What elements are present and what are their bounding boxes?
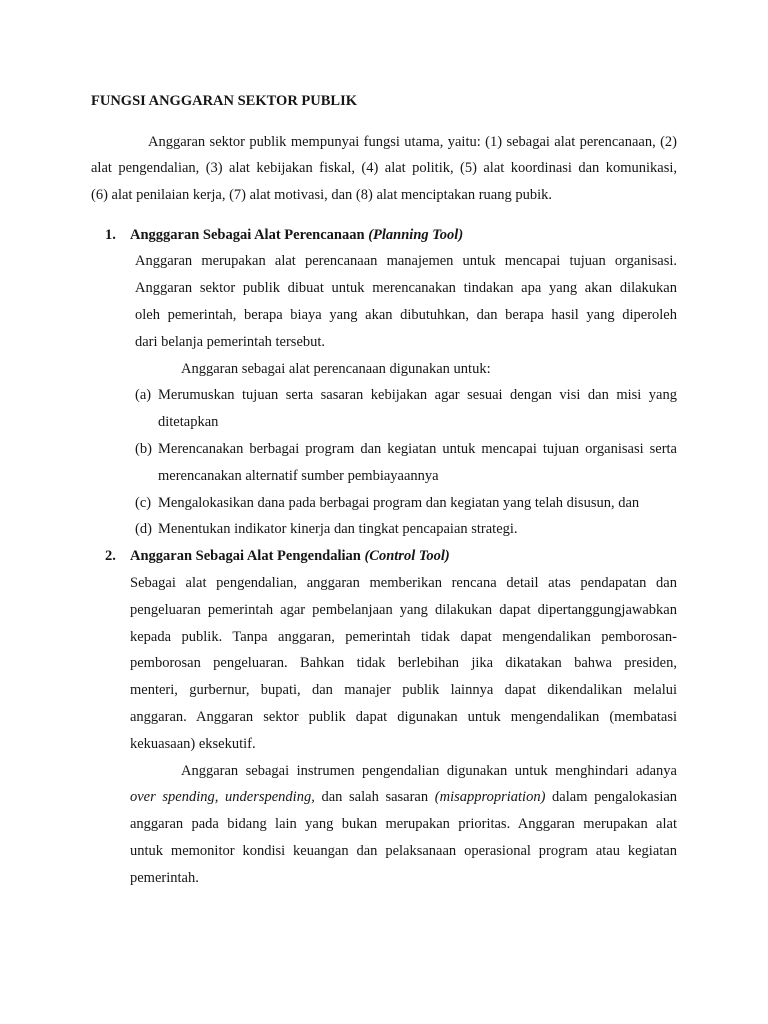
list-item-label: (a) — [135, 387, 152, 404]
body-line: oleh pemerintah, berapa biaya yang akan dibutuhkan, dan berapa hasil yang diperoleh — [135, 306, 677, 323]
list-item — [0, 516, 768, 543]
section-body-continued — [130, 784, 677, 891]
body-line: pengeluaran pemerintah agar pembelanjaan yang dilakukan dapat dipertanggungjawabkan — [130, 601, 677, 618]
intro-paragraph — [91, 129, 677, 209]
body-line: pemborosan pengeluaran. Bahkan tidak berlebihan jika dikatakan bahwa presiden, — [130, 655, 677, 672]
italic-term: (misappropriation) — [434, 789, 546, 806]
body-line: untuk memonitor kondisi keuangan dan pelaksanaan operasional program atau kegiatan — [130, 842, 677, 859]
body-line: anggaran pada bidang lain yang bukan merupakan prioritas. Anggaran merupakan alat — [130, 816, 677, 833]
body-text: dan salah sasaran — [321, 789, 429, 806]
italic-term: underspending, — [225, 789, 315, 806]
section-body — [130, 570, 677, 758]
list-item-label: (d) — [135, 521, 152, 538]
section-body — [135, 248, 677, 355]
body-line: dari belanja pemerintah tersebut. — [135, 333, 326, 350]
section-heading-planning — [0, 222, 768, 249]
body-line: kekuasaan) eksekutif. — [130, 735, 256, 752]
sections-list — [0, 222, 768, 892]
body-line: Anggaran merupakan alat perencanaan manajemen untuk mencapai tujuan organisasi. — [135, 253, 677, 270]
body-line: kepada publik. Tanpa anggaran, pemerintah tidak dapat mengendalikan pemborosan- — [130, 628, 677, 645]
intro-line: (6) alat penilaian kerja, (7) alat motivasi, dan (8) alat menciptakan ruang pubik. — [91, 187, 553, 204]
body-text: dalam pengalokasian — [552, 789, 678, 806]
section-number: 1. — [105, 226, 116, 243]
page-title: FUNGSI ANGGARAN SEKTOR PUBLIK — [91, 92, 358, 109]
intro-line: Anggaran sektor publik mempunyai fungsi utama, yaitu: (1) sebagai alat perencanaan, (2) — [148, 133, 677, 150]
section-heading-term: (Control Tool) — [364, 548, 450, 565]
list-item — [0, 490, 768, 517]
list-item — [0, 436, 768, 490]
lead-in-line: Anggaran sebagai alat perencanaan digunakan untuk: — [181, 360, 491, 377]
section-heading-control — [0, 543, 768, 570]
body-line-mixed — [130, 784, 677, 811]
section-heading-term: (Planning Tool) — [368, 226, 464, 243]
body-line: Anggaran sektor publik dibuat untuk merencanakan tindakan apa yang akan dilakukan — [135, 280, 677, 297]
list-item-line: Mengalokasikan dana pada berbagai program dan kegiatan yang telah disusun, dan — [158, 494, 640, 511]
body-line: menteri, gurbernur, bupati, dan manajer publik lainnya dapat dikendalikan melalui — [130, 682, 677, 699]
list-item-label: (b) — [135, 440, 152, 457]
section-number: 2. — [105, 548, 116, 565]
body-line: Anggaran sebagai instrumen pengendalian digunakan untuk menghindari adanya — [181, 762, 677, 779]
body-line: anggaran. Anggaran sektor publik dapat digunakan untuk mengendalikan (membatasi — [130, 708, 677, 725]
list-item-label: (c) — [135, 494, 152, 511]
list-item-line: Merencanakan berbagai program dan kegiatan untuk mencapai tujuan organisasi serta — [158, 440, 677, 457]
list-item-line: merencanakan alternatif sumber pembiayaannya — [158, 467, 439, 484]
intro-line: alat pengendalian, (3) alat kebijakan fiskal, (4) alat politik, (5) alat koordinasi dan komunikasi, — [91, 160, 677, 177]
list-item-line: ditetapkan — [158, 414, 219, 431]
section-heading-title: Angggaran Sebagai Alat Perencanaan — [130, 226, 365, 243]
italic-term: over spending, — [130, 789, 219, 806]
body-line: pemerintah. — [130, 869, 199, 886]
list-item-line: Merumuskan tujuan serta sasaran kebijakan agar sesuai dengan visi dan misi yang — [158, 387, 677, 404]
list-item-line: Menentukan indikator kinerja dan tingkat pencapaian strategi. — [158, 521, 518, 538]
body-line: Sebagai alat pengendalian, anggaran memberikan rencana detail atas pendapatan dan — [130, 574, 677, 591]
section-heading-text — [130, 222, 768, 249]
list-item — [0, 382, 768, 436]
section-heading-text — [130, 543, 768, 570]
section-heading-title: Anggaran Sebagai Alat Pengendalian — [130, 548, 361, 565]
